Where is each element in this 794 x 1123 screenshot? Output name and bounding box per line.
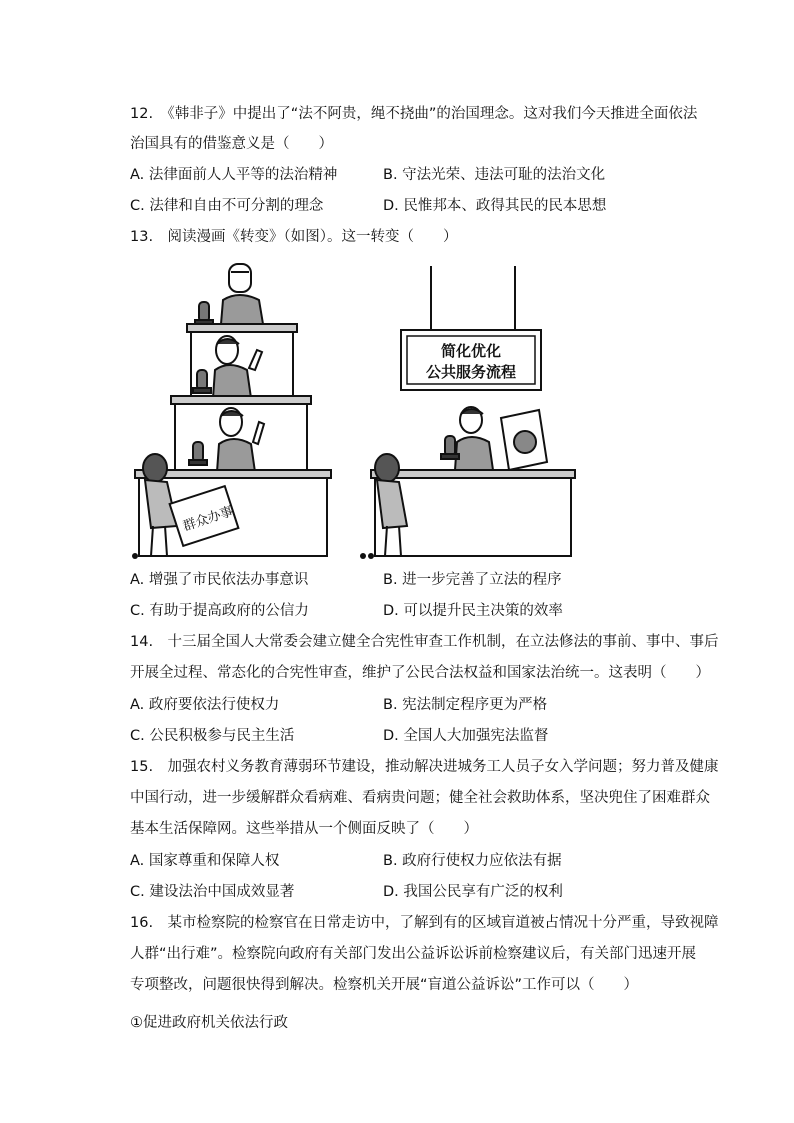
q15-line1: 15. 加强农村义务教育薄弱环节建设，推动解决进城务工人员子女入学问题；努力普及健康 — [130, 759, 719, 775]
q15-option-d: D. 我国公民享有广泛的权利 — [383, 884, 563, 900]
q14-option-d: D. 全国人大加强宪法监督 — [383, 728, 549, 744]
q12-option-b: B. 守法光荣、违法可耻的法治文化 — [383, 167, 606, 183]
q13-option-d: D. 可以提升民主决策的效率 — [383, 603, 563, 619]
q15-option-b: B. 政府行使权力应依法有据 — [383, 853, 562, 869]
q12-line1: 12. 《韩非子》中提出了“法不阿贵，绳不挠曲”的治国理念。这对我们今天推进全面依法 — [130, 106, 698, 122]
q12-option-c: C. 法律和自由不可分割的理念 — [130, 198, 324, 214]
clerk-figure — [441, 407, 547, 470]
q14-line2: 开展全过程、常态化的合宪性审查，维护了公民合法权益和国家法治统一。这表明（ ） — [130, 665, 710, 681]
q13-option-c: C. 有助于提高政府的公信力 — [130, 603, 309, 619]
q16-item1: ①促进政府机关依法行政 — [130, 1015, 288, 1031]
sign-line1: 简化优化 — [440, 342, 502, 360]
q12-line2: 治国具有的借鉴意义是（ ） — [130, 136, 333, 152]
q14-option-c: C. 公民积极参与民主生活 — [130, 728, 295, 744]
q13-line1: 13. 阅读漫画《转变》（如图）。这一转变（ ） — [130, 229, 458, 245]
q12-option-a: A. 法律面前人人平等的法治精神 — [130, 167, 338, 183]
cartoon-transformation — [131, 258, 577, 560]
q12-option-d: D. 民惟邦本、政得其民的民本思想 — [383, 198, 607, 214]
q15-line3: 基本生活保障网。这些举措从一个侧面反映了（ ） — [130, 821, 478, 837]
right-panel — [360, 266, 575, 559]
top-official-figure — [195, 264, 263, 325]
q15-option-a: A. 国家尊重和保障人权 — [130, 853, 280, 869]
q16-line3: 专项整改，问题很快得到解决。检察机关开展“盲道公益诉讼”工作可以（ ） — [130, 977, 639, 993]
service-sign — [401, 330, 541, 390]
q13-option-a: A. 增强了市民依法办事意识 — [130, 572, 309, 588]
q14-line1: 14. 十三届全国人大常委会建立健全合宪性审查工作机制，在立法修法的事前、事中、事后 — [130, 634, 719, 650]
q15-line2: 中国行动，进一步缓解群众看病难、看病贵问题；健全社会救助体系，坚决兜住了困难群众 — [130, 790, 710, 806]
left-label: 群众办事 — [181, 504, 236, 535]
q16-line2: 人群“出行难”。检察院向政府有关部门发出公益诉讼诉前检察建议后，有关部门迅速开展 — [130, 946, 697, 962]
sign-line2: 公共服务流程 — [425, 363, 517, 381]
q14-option-b: B. 宪法制定程序更为严格 — [383, 697, 548, 713]
q14-option-a: A. 政府要依法行使权力 — [130, 697, 280, 713]
q15-option-c: C. 建设法治中国成效显著 — [130, 884, 295, 900]
q16-line1: 16. 某市检察院的检察官在日常走访中，了解到有的区域盲道被占情况十分严重，导致视障 — [130, 915, 719, 931]
q13-option-b: B. 进一步完善了立法的程序 — [383, 572, 562, 588]
